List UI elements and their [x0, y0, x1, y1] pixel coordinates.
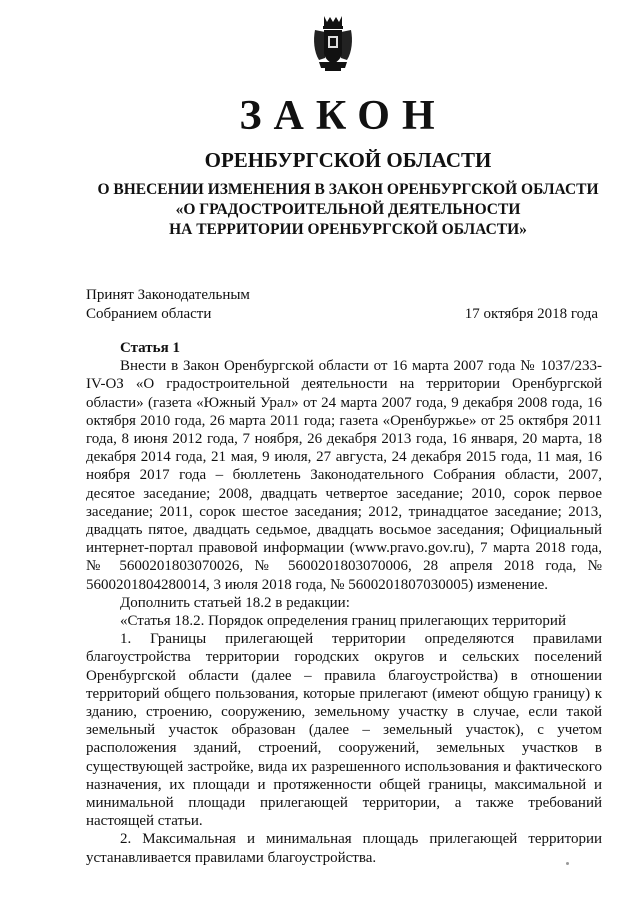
- article-paragraph: 2. Максимальная и минимальная площадь прилегающей территории устанавливается правилами благоустройства.: [86, 831, 602, 866]
- article-paragraph: Внести в Закон Оренбургской области от 16 марта 2007 года № 1037/233-IV-ОЗ «О градостроительной деятельности на территории Оренбургской области» (газета «Южный Урал» от 24 марта 2007 года, 9 декабря 2008 года, 16 октября 2010 года, 26 марта 2011 года; газета «Оренбуржье» от 25 октября 2011 года, 8 июня 2012 года, 7 ноября, 26 декабря 2013 года, 16 января, 20 марта, 18 декабря 2014 года, 21 мая, 9 июля, 27 августа, 24 декабря 2015 года, 11 мая, 16 ноября 2017 года – бюллетень Законодательного Собрания области, 2007, десятое заседание; 2008, двадцать четвертое заседание; 2010, сорок первое заседание; 2011, сорок шестое заседания; 2012, тринадцатое заседание; 2013, двадцать пятое, двадцать седьмое, двадцать восьмое заседания; Официальный интернет-портал правовой информации (www.pravo.gov.ru), 7 марта 2018 года, № 5600201803070026, № 5600201803070006, 28 апреля 2018 года, № 5600201804280014, 3 июля 2018 года, № 5600201807030005) изменение.: [86, 358, 602, 593]
- region-name: ОРЕНБУРГСКОЙ ОБЛАСТИ: [204, 148, 492, 172]
- article-paragraph: «Статья 18.2. Порядок определения границ прилегающих территорий: [120, 613, 566, 630]
- law-title: ЗАКОН: [239, 93, 447, 139]
- scan-speck: [566, 862, 569, 865]
- law-subject: [0, 180, 640, 240]
- oblast-coat-of-arms-icon: [311, 14, 355, 72]
- subject-line: «О ГРАДОСТРОИТЕЛЬНОЙ ДЕЯТЕЛЬНОСТИ: [175, 201, 521, 218]
- adoption-note: [86, 286, 250, 324]
- adoption-line: Собранием области: [86, 306, 212, 322]
- adoption-date: 17 октября 2018 года: [464, 306, 598, 322]
- article-paragraph: 1. Границы прилегающей территории определяются правилами благоустройства территории городских округов и сельских поселений Оренбургской области (далее – правила благоустройства) в отношении территорий общего пользования, которые прилегают (имеют общую границу) к зданию, строению, сооружению, земельному участку в случае, если такой земельный участок образован (далее – земельный участок), с учетом расположения зданий, строений, сооружений, земельных участков в существующей застройке, вида их разрешенного использования и фактического назначения, их площади и протяженности общей границы, максимальной и минимальной площади прилегающей территории, а также требований настоящей статьи.: [86, 631, 602, 830]
- article-heading: Статья 1: [120, 340, 180, 356]
- adoption-line: Принят Законодательным: [86, 287, 250, 303]
- subject-line: О ВНЕСЕНИИ ИЗМЕНЕНИЯ В ЗАКОН ОРЕНБУРГСКОЙ ОБЛАСТИ: [97, 181, 599, 198]
- article-body: [86, 339, 602, 867]
- article-paragraph: Дополнить статьей 18.2 в редакции:: [120, 594, 350, 611]
- subject-line: НА ТЕРРИТОРИИ ОРЕНБУРГСКОЙ ОБЛАСТИ»: [169, 221, 527, 238]
